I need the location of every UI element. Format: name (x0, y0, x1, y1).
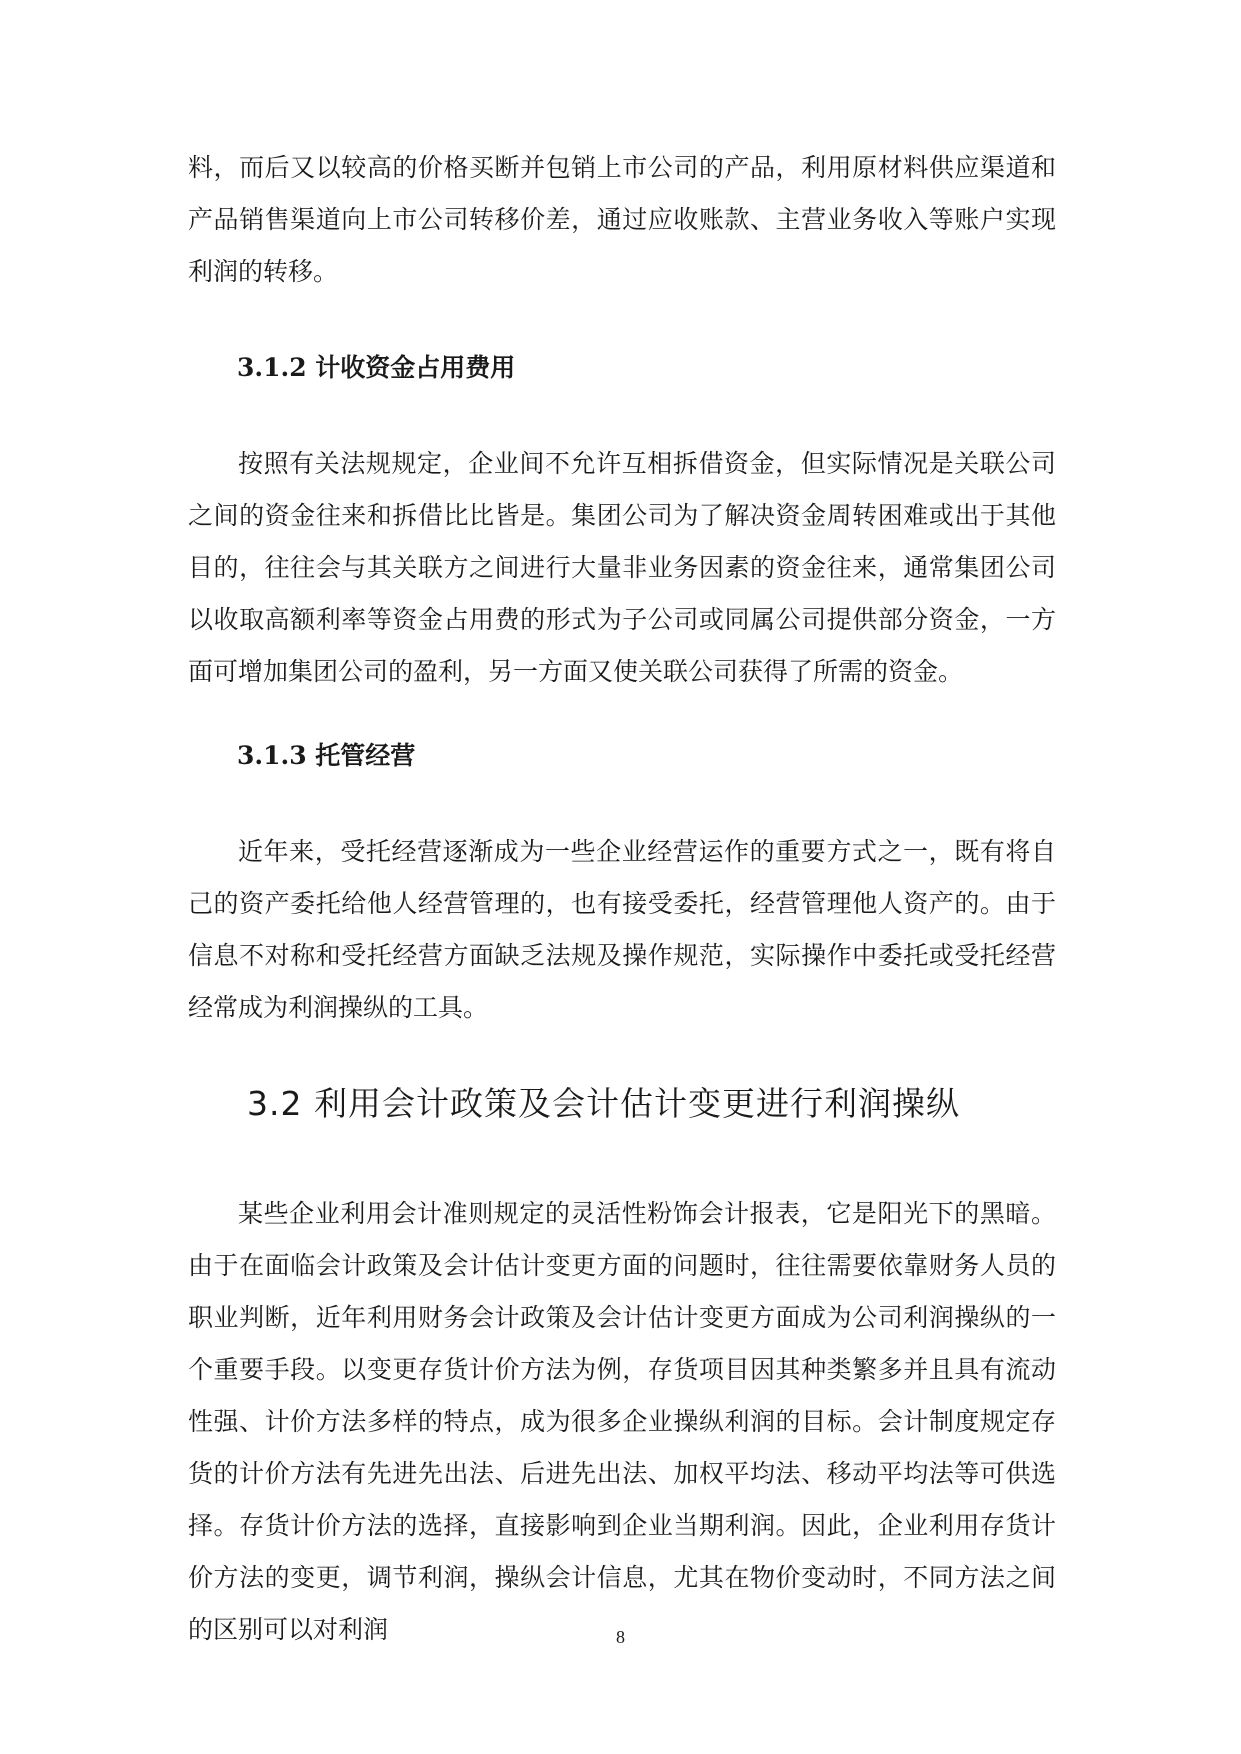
section-heading-3-2: 3.2 利用会计政策及会计估计变更进行利润操纵 (247, 1084, 960, 1123)
paragraph-accounting-policy: 某些企业利用会计准则规定的灵活性粉饰会计报表，它是阳光下的黑暗。由于在面临会计政策及会计估计变更方面的问题时，往往需要依靠财务人员的职业判断，近年利用财务会计政策及会计估计变更方面成为公司利润操纵的一个重要手段。以变更存货计价方法为例，存货项目因其种类繁多并且具有流动性强、计价方法多样的特点，成为很多企业操纵利润的目标。会计制度规定存货的计价方法有先进先出法、后进先出法、加权平均法、移动平均法等可供选择。存货计价方法的选择，直接影响到企业当期利润。因此，企业利用存货计价方法的变更，调节利润，操纵会计信息，尤其在物价变动时，不同方法之间的区别可以对利润 (188, 1199, 1056, 1644)
subheading-3-1-3: 3.1.3 托管经营 (237, 741, 416, 770)
paragraph-fund-occupation: 按照有关法规规定，企业间不允许互相拆借资金，但实际情况是关联公司之间的资金往来和拆借比比皆是。集团公司为了解决资金周转困难或出于其他目的，往往会与其关联方之间进行大量非业务因素的资金往来，通常集团公司以收取高额利率等资金占用费的形式为子公司或同属公司提供部分资金，一方面可增加集团公司的盈利，另一方面又使关联公司获得了所需的资金。 (188, 449, 1056, 686)
paragraph-trust-management: 近年来，受托经营逐渐成为一些企业经营运作的重要方式之一，既有将自己的资产委托给他人经营管理的，也有接受委托，经营管理他人资产的。由于信息不对称和受托经营方面缺乏法规及操作规范，实际操作中委托或受托经营经常成为利润操纵的工具。 (188, 837, 1056, 1022)
page-number: 8 (616, 1627, 625, 1647)
subheading-3-1-2: 3.1.2 计收资金占用费用 (237, 353, 516, 382)
paragraph-continued: 料，而后又以较高的价格买断并包销上市公司的产品，利用原材料供应渠道和产品销售渠道向上市公司转移价差，通过应收账款、主营业务收入等账户实现利润的转移。 (188, 153, 1056, 286)
